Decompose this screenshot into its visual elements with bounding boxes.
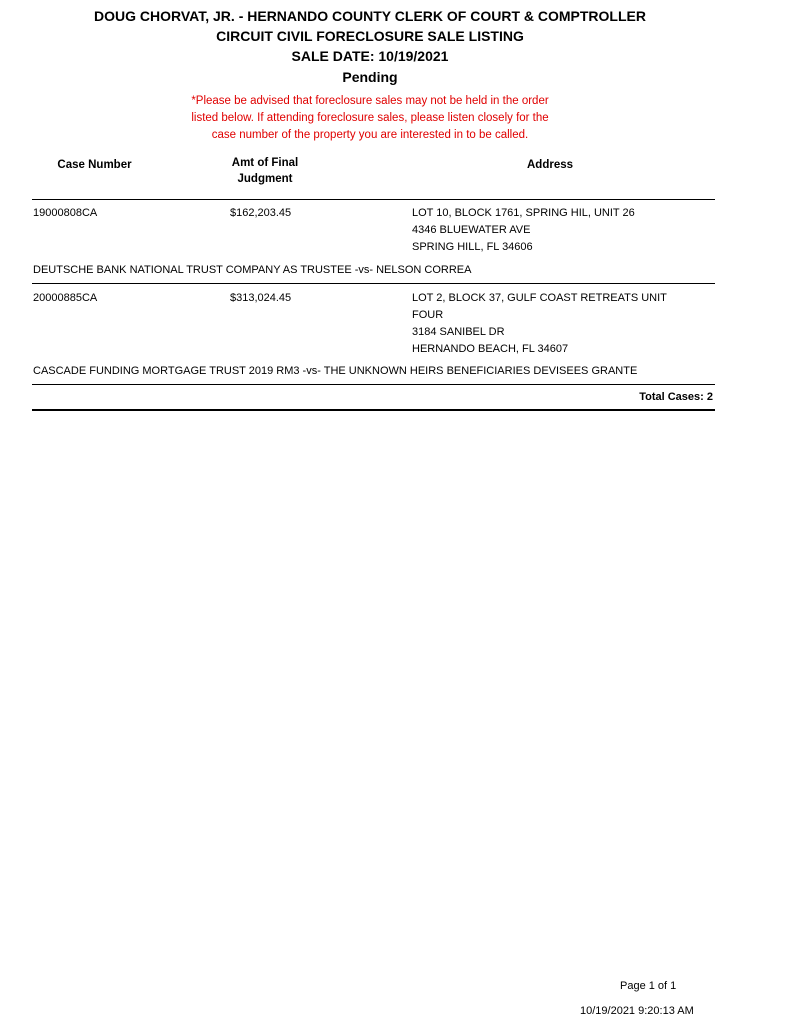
- page-number: Page 1 of 1: [620, 980, 677, 992]
- notice-line1: *Please be advised that foreclosure sales may not be held in the order: [191, 95, 549, 107]
- address-line: 4346 BLUEWATER AVE: [412, 224, 531, 236]
- case-number: 19000808CA: [33, 207, 98, 219]
- column-header-address: Address: [526, 159, 574, 171]
- header-divider: [32, 199, 715, 200]
- judgment-amount: $313,024.45: [230, 292, 292, 304]
- column-header-case-number: Case Number: [57, 159, 132, 171]
- address-line: SPRING HILL, FL 34606: [412, 241, 533, 253]
- case-number: 20000885CA: [33, 292, 98, 304]
- address-line: LOT 10, BLOCK 1761, SPRING HIL, UNIT 26: [412, 207, 635, 219]
- notice-line2: listed below. If attending foreclosure sales, please listen closely for the: [191, 112, 549, 124]
- address-line: 3184 SANIBEL DR: [412, 326, 505, 338]
- case-parties: CASCADE FUNDING MORTGAGE TRUST 2019 RM3 -vs- THE UNKNOWN HEIRS BENEFICIARIES DEVISEES GRANTE: [33, 365, 638, 377]
- address-line: HERNANDO BEACH, FL 34607: [412, 343, 569, 355]
- status-label: Pending: [342, 69, 398, 85]
- property-address: [412, 205, 712, 256]
- judgment-amount: $162,203.45: [230, 207, 292, 219]
- case-parties: DEUTSCHE BANK NATIONAL TRUST COMPANY AS TRUSTEE -vs- NELSON CORREA: [33, 264, 472, 276]
- report-title-line2: CIRCUIT CIVIL FORECLOSURE SALE LISTING: [216, 28, 524, 44]
- column-header-judgment: [215, 155, 315, 187]
- property-address: [412, 290, 712, 358]
- sale-date: SALE DATE: 10/19/2021: [291, 48, 449, 64]
- row-divider: [32, 283, 715, 284]
- row-divider: [32, 384, 715, 385]
- print-timestamp: 10/19/2021 9:20:13 AM: [580, 1005, 694, 1017]
- total-cases: Total Cases: 2: [639, 391, 713, 403]
- address-line: FOUR: [412, 309, 444, 321]
- column-header-judgment-line2: Judgment: [237, 173, 293, 185]
- report-title-line1: DOUG CHORVAT, JR. - HERNANDO COUNTY CLERK OF COURT & COMPTROLLER: [94, 8, 646, 24]
- address-line: LOT 2, BLOCK 37, GULF COAST RETREATS UNIT: [412, 292, 667, 304]
- notice-line3: case number of the property you are interested in to be called.: [211, 129, 529, 141]
- column-header-judgment-line1: Amt of Final: [231, 157, 299, 169]
- total-divider: [32, 409, 715, 411]
